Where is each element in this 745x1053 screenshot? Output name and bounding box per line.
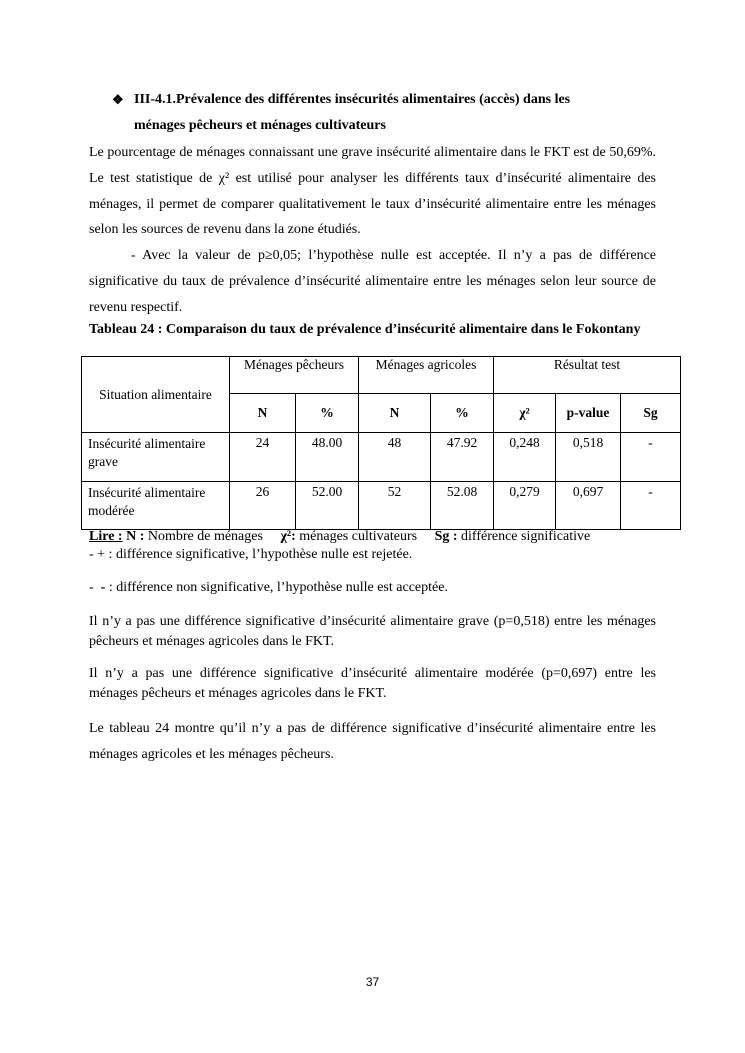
- cell-pct-agricoles: 47.92: [431, 433, 494, 482]
- col-sg: Sg: [621, 394, 681, 433]
- legend-minus-key: -: [100, 580, 106, 595]
- legend-minus-prefix: -: [89, 580, 94, 595]
- col-chi2: χ²: [494, 394, 556, 433]
- conclusion-paragraph: Le tableau 24 montre qu’il n’y a pas de différence significative d’insécurité alimentaire entre les ménages agricoles et les ménages pêcheurs.: [89, 721, 656, 762]
- section-heading-line1: III-4.1.Prévalence des différentes insécurités alimentaires (accès) dans les: [134, 92, 571, 107]
- legend-n-text: Nombre de ménages: [147, 529, 263, 544]
- legend-line-keys: [89, 528, 689, 546]
- cell-pct-pecheurs: 48.00: [296, 433, 359, 482]
- page-number: 37: [365, 975, 380, 989]
- legend-lire: Lire :: [89, 529, 123, 544]
- section-heading-line2: ménages pêcheurs et ménages cultivateurs: [134, 118, 386, 133]
- row-label: Insécurité alimentaire grave: [82, 433, 230, 482]
- legend-minus-text: : différence non significative, l’hypothèse nulle est acceptée.: [108, 580, 448, 595]
- group-resultat-header: Résultat test: [494, 357, 681, 394]
- diamond-bullet-icon: ❖: [112, 92, 124, 107]
- legend-chi-key: χ²:: [280, 529, 296, 544]
- col-n-pecheurs: N: [230, 394, 296, 433]
- cell-chi2: 0,248: [494, 433, 556, 482]
- cell-sg: -: [621, 482, 681, 530]
- legend-plus-line: - + : différence significative, l’hypothèse nulle est rejetée.: [89, 547, 413, 562]
- cell-pct-pecheurs: 52.00: [296, 482, 359, 530]
- col-pct-pecheurs: %: [296, 394, 359, 433]
- cell-n-pecheurs: 26: [230, 482, 296, 530]
- legend-sg-key: Sg :: [434, 529, 458, 544]
- cell-pct-agricoles: 52.08: [431, 482, 494, 530]
- legend-minus-line: [89, 580, 448, 596]
- table-row: [82, 482, 681, 530]
- cell-pvalue: 0,697: [556, 482, 621, 530]
- hypothesis-text: - Avec la valeur de p≥0,05; l’hypothèse nulle est acceptée. Il n’y a pas de différence significative du taux de prévalence d’insécurité alimentaire entre les ménages selon leur source de revenu respectif.: [89, 248, 656, 315]
- intro-paragraph: Le pourcentage de ménages connaissant une grave insécurité alimentaire dans le FKT est de 50,69%. Le test statistique de χ² est utilisé pour analyser les différents taux d’insécurité alimentaire des ménages, il permet de comparer qualitativement le taux d’insécurité alimentaire entre les ménages selon les sources de revenu dans la zone étudiés.: [89, 145, 656, 238]
- comparison-table: [81, 356, 681, 530]
- group-agricoles-header: Ménages agricoles: [359, 357, 494, 394]
- moderee-paragraph: Il n’y a pas une différence significative d’insécurité alimentaire modérée (p=0,697) entre les ménages pêcheurs et ménages agricoles dans le FKT.: [89, 666, 656, 701]
- legend-chi-text: ménages cultivateurs: [299, 529, 418, 544]
- col-pct-agricoles: %: [431, 394, 494, 433]
- cell-n-agricoles: 52: [359, 482, 431, 530]
- table-title: Tableau 24 : Comparaison du taux de prévalence d’insécurité alimentaire dans le Fokontany: [89, 322, 641, 337]
- row-label: Insécurité alimentaire modérée: [82, 482, 230, 530]
- table-row: [82, 433, 681, 482]
- table-legend: [89, 528, 689, 564]
- cell-sg: -: [621, 433, 681, 482]
- cell-n-pecheurs: 24: [230, 433, 296, 482]
- cell-n-agricoles: 48: [359, 433, 431, 482]
- col-pvalue: p-value: [556, 394, 621, 433]
- situation-header: Situation alimentaire: [82, 357, 230, 433]
- cell-chi2: 0,279: [494, 482, 556, 530]
- cell-pvalue: 0,518: [556, 433, 621, 482]
- hypothesis-paragraph: [89, 243, 656, 321]
- grave-paragraph: Il n’y a pas une différence significative d’insécurité alimentaire grave (p=0,518) entre les ménages pêcheurs et ménages agricoles dans le FKT.: [89, 614, 656, 649]
- group-pecheurs-header: Ménages pêcheurs: [230, 357, 359, 394]
- col-n-agricoles: N: [359, 394, 431, 433]
- legend-n-key: N :: [126, 529, 145, 544]
- legend-sg-text: différence significative: [461, 529, 591, 544]
